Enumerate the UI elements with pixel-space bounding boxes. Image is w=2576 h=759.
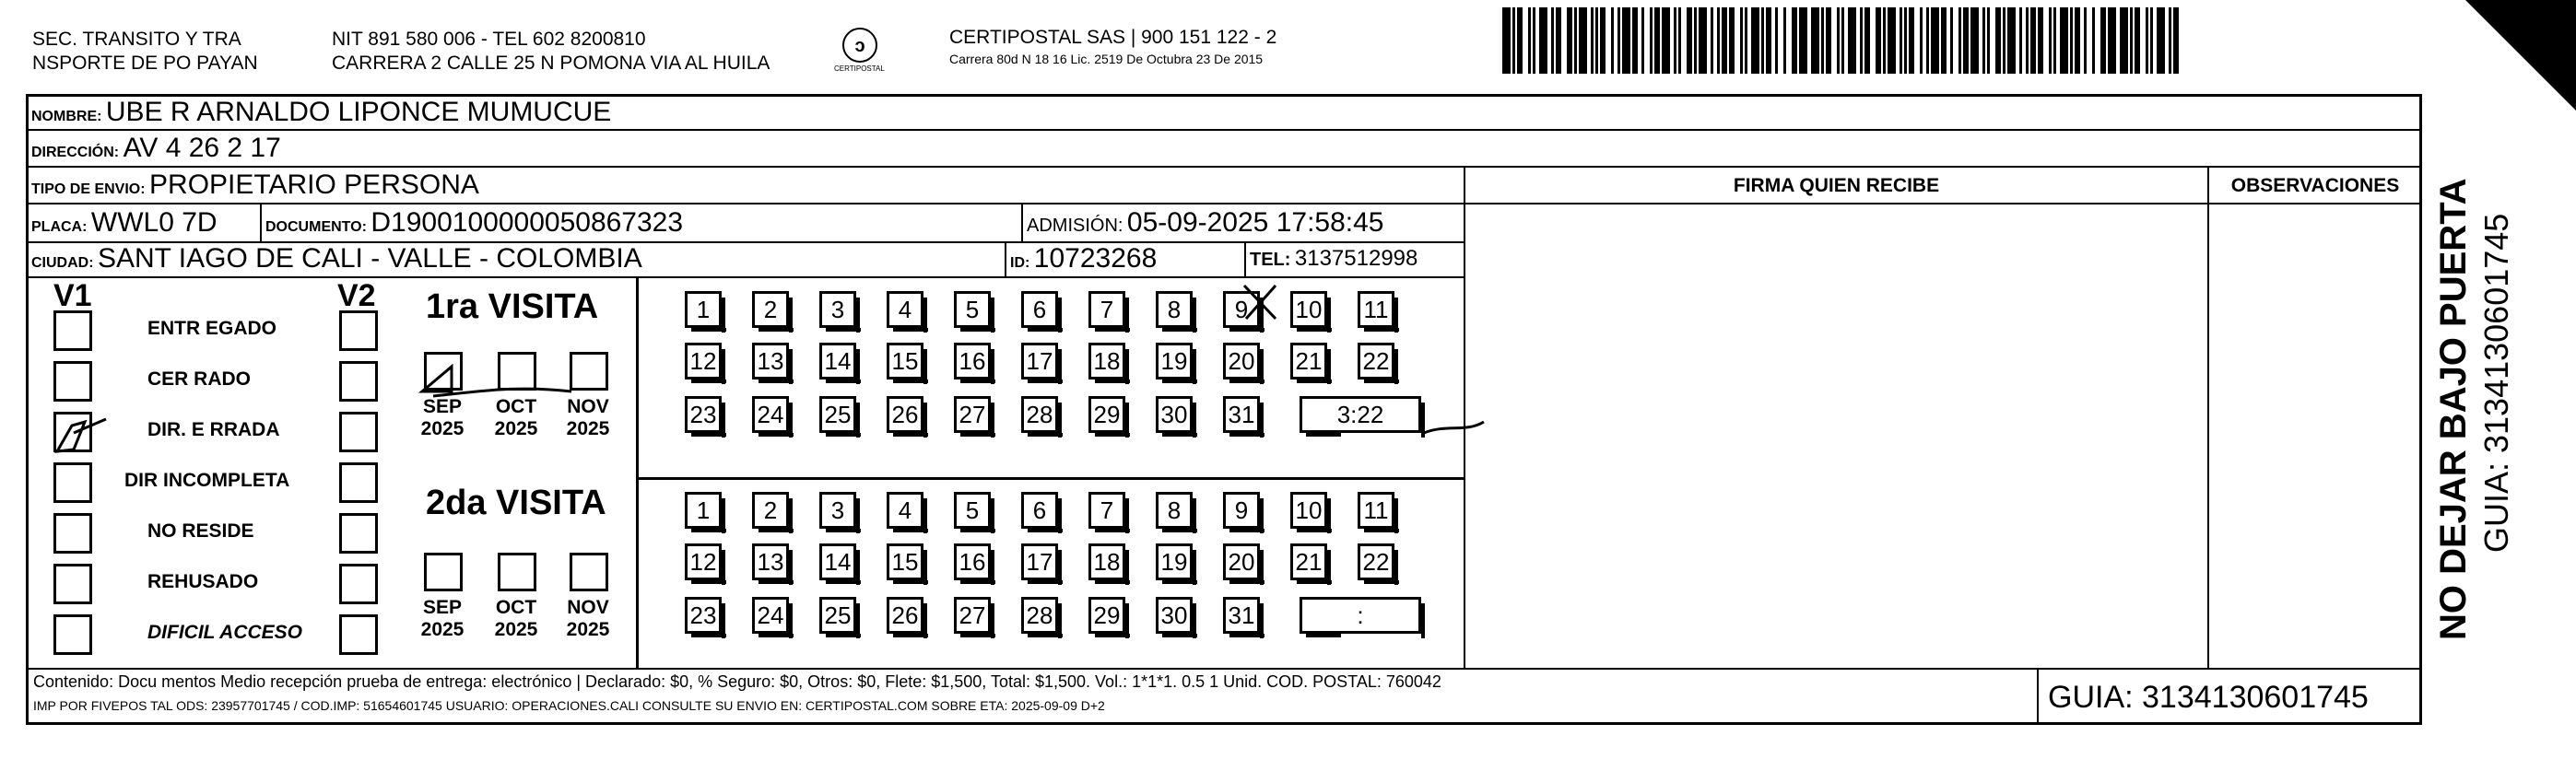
tipo-envio-value: PROPIETARIO PERSONA xyxy=(149,169,479,200)
documento-value: D1900100000050867323 xyxy=(371,207,684,238)
visit2-day-10: 10 xyxy=(1290,492,1327,529)
svg-text:ↄ: ↄ xyxy=(854,36,865,56)
visit2-day-12: 12 xyxy=(685,543,722,580)
documento-row: DOCUMENTO: D1900100000050867323 xyxy=(265,207,684,238)
id-row: ID: 10723268 xyxy=(1010,243,1158,274)
status-label: DIFICIL ACCESO xyxy=(147,622,303,643)
visit2-day-17: 17 xyxy=(1021,543,1058,580)
visit1-day-11: 11 xyxy=(1358,291,1394,328)
direccion-row: DIRECCIÓN: AV 4 26 2 17 xyxy=(31,133,281,163)
visit1-day-10: 10 xyxy=(1290,291,1327,328)
visit2-day-14: 14 xyxy=(819,543,856,580)
visit1-day-18: 18 xyxy=(1088,343,1125,380)
visit2-day-3: 3 xyxy=(819,492,856,529)
visit1-year-label: 2025 xyxy=(494,418,538,439)
visit2-day-30: 30 xyxy=(1156,597,1193,634)
visit1-day-4: 4 xyxy=(887,291,923,328)
visit2-day-29: 29 xyxy=(1088,597,1125,634)
nombre-value: UBE R ARNALDO LIPONCE MUMUCUE xyxy=(105,97,612,127)
visit1-day-5: 5 xyxy=(954,291,991,328)
visit1-day-31: 31 xyxy=(1223,396,1260,433)
visit1-day-24: 24 xyxy=(752,396,789,433)
visit2-time-box: : xyxy=(1300,597,1421,634)
visit1-day-16: 16 xyxy=(954,343,991,380)
visit1-day-1: 1 xyxy=(685,291,722,328)
visit2-day-15: 15 xyxy=(887,543,923,580)
v1-header: V1 xyxy=(53,278,92,313)
visit2-day-22: 22 xyxy=(1358,543,1394,580)
visit2-day-5: 5 xyxy=(954,492,991,529)
footer-imp: IMP POR FIVEPOS TAL ODS: 23957701745 / COD.IMP: 51654601745 USUARIO: OPERACIONES.CALI CONSULTE SU ENVIO EN: CERTIPOSTAL.COM SOBRE ETA: 2025-09-09 D+2 xyxy=(33,698,1105,713)
visit2-day-28: 28 xyxy=(1021,597,1058,634)
visit2-day-2: 2 xyxy=(752,492,789,529)
v2-header: V2 xyxy=(337,278,376,313)
visit2-day-20: 20 xyxy=(1223,543,1260,580)
admision-row: ADMISIÓN: 05-09-2025 17:58:45 xyxy=(1027,207,1384,238)
courier-logo-text: CERTIPOSTAL xyxy=(834,64,885,73)
placa-value: WWL0 7D xyxy=(90,207,218,238)
admision-value: 05-09-2025 17:58:45 xyxy=(1126,207,1384,238)
sender-contact: NIT 891 580 006 - TEL 602 8200810 CARRERA 2 CALLE 25 N POMONA VIA AL HUILA xyxy=(332,29,770,74)
visit2-month-label: OCT xyxy=(495,597,537,618)
visit2-day-8: 8 xyxy=(1156,492,1193,529)
visit2-day-9: 9 xyxy=(1223,492,1260,529)
visit2-year-label: 2025 xyxy=(420,619,465,640)
firma-header: FIRMA QUIEN RECIBE xyxy=(1733,175,1940,196)
visit2-day-25: 25 xyxy=(819,597,856,634)
visit2-month-label: SEP xyxy=(422,597,463,618)
placa-row: PLACA: WWL0 7D xyxy=(31,207,218,238)
status-label: ENTR EGADO xyxy=(147,318,277,339)
status-label: DIR INCOMPLETA xyxy=(124,470,290,491)
sender-name: SEC. TRANSITO Y TRA NSPORTE DE PO PAYAN xyxy=(32,29,258,74)
visit1-day-6: 6 xyxy=(1021,291,1058,328)
footer-guia: GUIA: 3134130601745 xyxy=(2048,680,2369,715)
visit2-day-24: 24 xyxy=(752,597,789,634)
footer-contents: Contenido: Docu mentos Medio recepción prueba de entrega: electrónico | Declarado: $0, % Seguro: $0, Otros: $0, Flete: $1,500, Total: $1,500. Vol.: 1*1*1. 0.5 1 Unid. COD. POSTAL: 760042 xyxy=(33,672,1441,691)
visit1-day-14: 14 xyxy=(819,343,856,380)
visit1-day-23: 23 xyxy=(685,396,722,433)
visit1-month-label: NOV xyxy=(567,396,609,417)
visit1-day-15: 15 xyxy=(887,343,923,380)
visit2-day-27: 27 xyxy=(954,597,991,634)
ciudad-value: SANT IAGO DE CALI - VALLE - COLOMBIA xyxy=(98,243,642,274)
status-label: CER RADO xyxy=(147,368,252,390)
visit2-day-31: 31 xyxy=(1223,597,1260,634)
visit1-month-label: OCT xyxy=(495,396,537,417)
visit1-day-25: 25 xyxy=(819,396,856,433)
visit2-day-21: 21 xyxy=(1290,543,1327,580)
visit1-day-20: 20 xyxy=(1223,343,1260,380)
visit2-day-4: 4 xyxy=(887,492,923,529)
visit2-day-23: 23 xyxy=(685,597,722,634)
status-label: NO RESIDE xyxy=(147,520,254,542)
visit2-year-label: 2025 xyxy=(566,619,610,640)
visit1-day-22: 22 xyxy=(1358,343,1394,380)
visit1-day-19: 19 xyxy=(1156,343,1193,380)
visit1-day-7: 7 xyxy=(1088,291,1125,328)
visit2-day-18: 18 xyxy=(1088,543,1125,580)
status-label: REHUSADO xyxy=(147,571,259,592)
visit1-month-label: SEP xyxy=(422,396,463,417)
visit1-day-28: 28 xyxy=(1021,396,1058,433)
visit2-day-1: 1 xyxy=(685,492,722,529)
visit2-month-label: NOV xyxy=(567,597,609,618)
visit1-day-3: 3 xyxy=(819,291,856,328)
visit1-time-box: 3:22 xyxy=(1300,396,1421,433)
visit2-day-19: 19 xyxy=(1156,543,1193,580)
ciudad-row: CIUDAD: SANT IAGO DE CALI - VALLE - COLOMBIA xyxy=(31,243,642,274)
id-value: 10723268 xyxy=(1033,243,1158,274)
direccion-value: AV 4 26 2 17 xyxy=(123,133,281,163)
visit1-day-12: 12 xyxy=(685,343,722,380)
visit1-day-9: 9 xyxy=(1223,291,1260,328)
visit1-year-label: 2025 xyxy=(566,418,610,439)
observaciones-header: OBSERVACIONES xyxy=(2230,175,2400,196)
visit1-day-26: 26 xyxy=(887,396,923,433)
no-dejar-notice: NO DEJAR BAJO PUERTA xyxy=(2433,178,2474,640)
visit1-day-27: 27 xyxy=(954,396,991,433)
visit1-year-label: 2025 xyxy=(420,418,465,439)
visit1-day-30: 30 xyxy=(1156,396,1193,433)
tel-value: 3137512998 xyxy=(1294,246,1418,271)
nombre-row: NOMBRE: UBE R ARNALDO LIPONCE MUMUCUE xyxy=(31,97,612,127)
status-label: DIR. E RRADA xyxy=(147,419,280,440)
side-guia: GUIA: 3134130601745 xyxy=(2477,213,2515,553)
visit2-title: 2da VISITA xyxy=(426,484,606,522)
visit1-day-17: 17 xyxy=(1021,343,1058,380)
visit1-day-13: 13 xyxy=(752,343,789,380)
tipo-envio-row: TIPO DE ENVIO: PROPIETARIO PERSONA xyxy=(31,169,479,200)
courier-info: CERTIPOSTAL SAS | 900 151 122 - 2 Carrera 80d N 18 16 Lic. 2519 De Octubra 23 De 2015 xyxy=(949,27,1277,66)
visit1-day-21: 21 xyxy=(1290,343,1327,380)
visit1-day-8: 8 xyxy=(1156,291,1193,328)
visit2-year-label: 2025 xyxy=(494,619,538,640)
visit2-day-26: 26 xyxy=(887,597,923,634)
tel-row: TEL: 3137512998 xyxy=(1250,246,1418,271)
visit2-day-7: 7 xyxy=(1088,492,1125,529)
visit2-day-16: 16 xyxy=(954,543,991,580)
visit1-day-29: 29 xyxy=(1088,396,1125,433)
visit1-title: 1ra VISITA xyxy=(426,287,599,326)
visit1-day-2: 2 xyxy=(752,291,789,328)
visit2-day-11: 11 xyxy=(1358,492,1394,529)
visit2-day-6: 6 xyxy=(1021,492,1058,529)
visit2-day-13: 13 xyxy=(752,543,789,580)
